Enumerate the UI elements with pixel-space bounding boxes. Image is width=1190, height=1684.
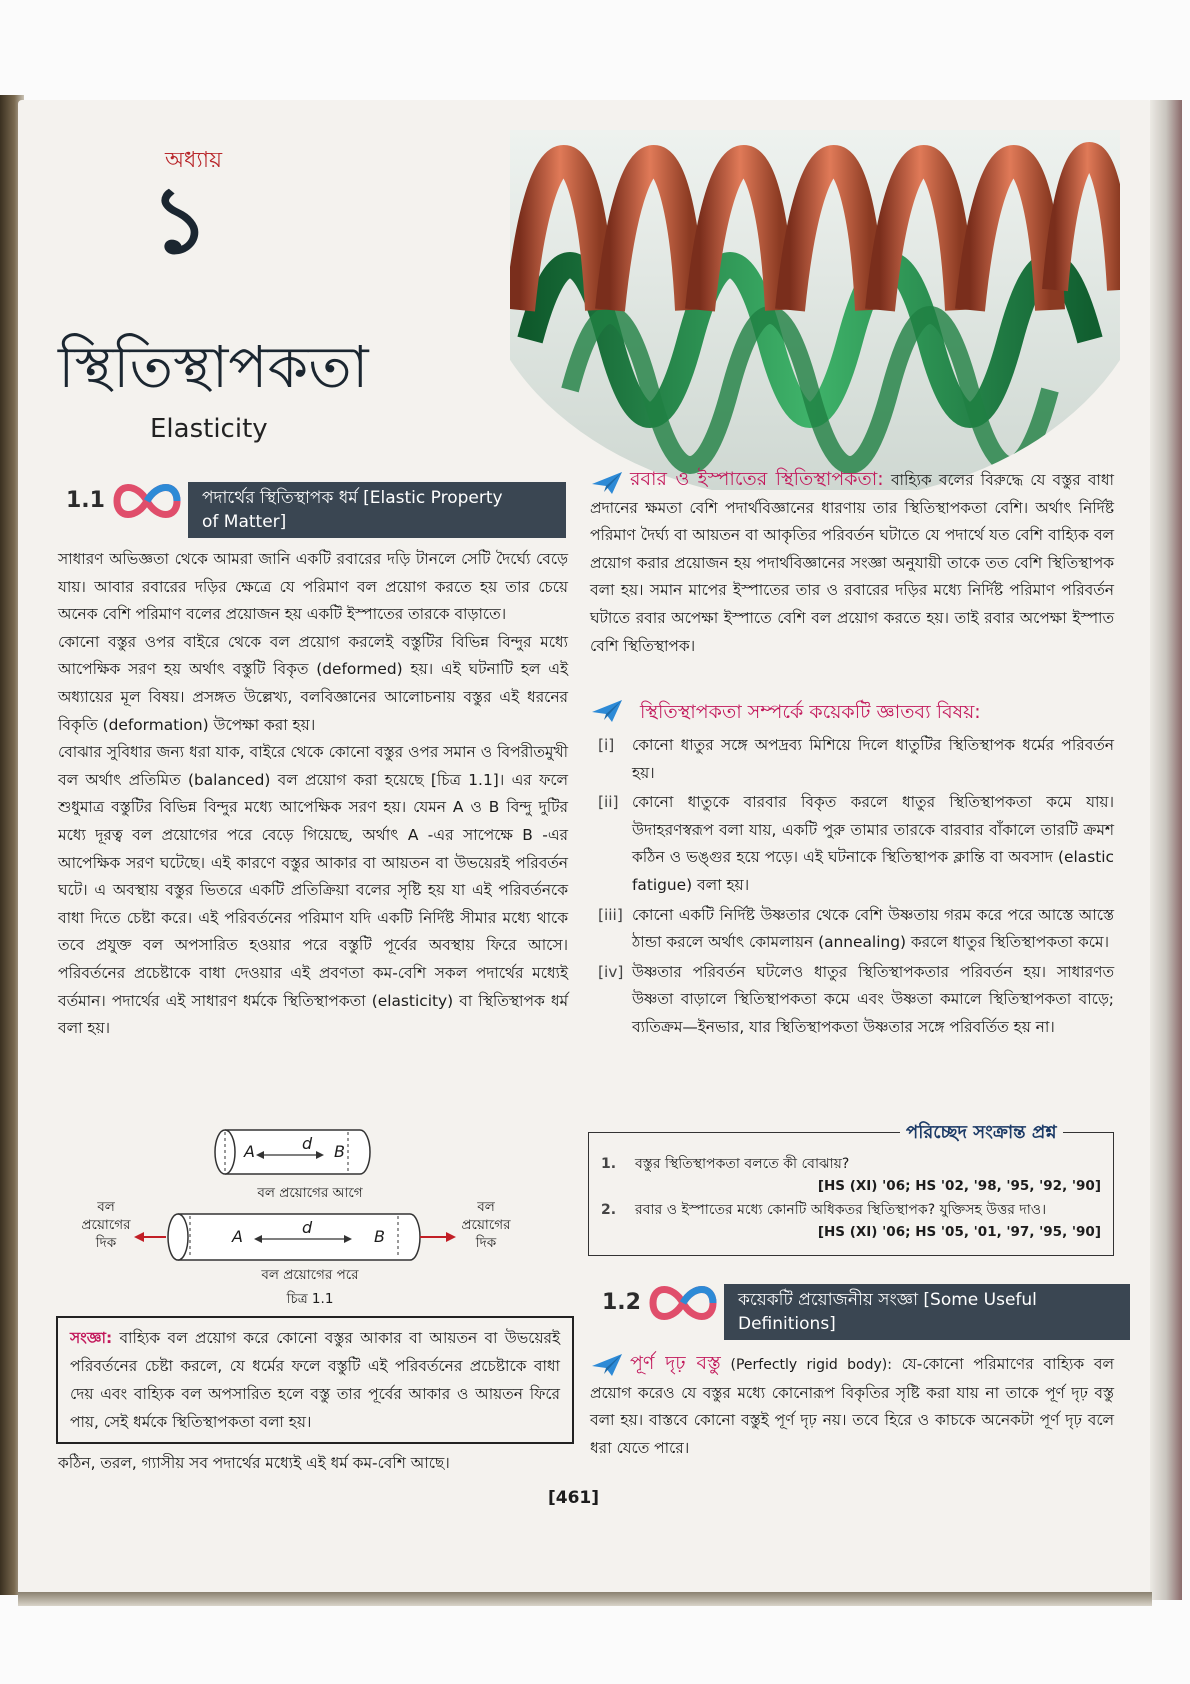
section-1-2-title: কয়েকটি প্রয়োজনীয় সংজ্ঞা [Some Useful [738, 1290, 1037, 1310]
page-bottom-shadow [18, 1592, 1152, 1606]
list-number: [iv] [598, 962, 624, 981]
question-item [601, 1153, 1101, 1197]
point-a-after: A [232, 1227, 243, 1246]
list-number: [ii] [598, 793, 619, 812]
rigid-body-block [590, 1350, 1114, 1462]
distance-label-before: d [302, 1134, 313, 1153]
questions-box [588, 1132, 1114, 1256]
section-1-1-number: 1.1 [66, 488, 105, 513]
list-text: কোনো ধাতুকে বারবার বিকৃত করলে ধাতুর স্থিতিস্থাপকতা কমে যায়। উদাহরণস্বরূপ বলা যায়, একটি পুরু তামার তারকে বারবার বাঁকালে তারটি ক্রমশ কঠিন ও ভঙ্গুর হয়ে পড়ে। এই ঘটনাকে স্থিতিস্থাপক ক্লান্তি বা অবসাদ (elastic fatigue) বলা হয়। [632, 793, 1114, 894]
rubber-steel-block [590, 466, 1114, 660]
definition-text: বাহ্যিক বল প্রয়োগ করে কোনো বস্তুর আকার বা আয়তন বা উভয়েরই পরিবর্তনের চেষ্টা করলে, যে ধর্মের ফলে বস্তুটি এই পরিবর্তনের প্রচেষ্টাকে বাধা দেয় এবং বাহ্যিক বল অপসারিত হলে বস্তু তার পূর্বের আকার ও আয়তন ফিরে পায়, সেই ধর্মকে স্থিতিস্থাপকতা বলা হয়। [70, 1329, 560, 1431]
section-1-2-title-cont: Definitions] [738, 1314, 836, 1334]
force-label: দিক [475, 1235, 497, 1251]
questions-heading: পরিচ্ছেদ সংক্রান্ত প্রশ্ন [900, 1118, 1063, 1149]
point-a-before: A [244, 1142, 255, 1161]
force-label: বল [477, 1199, 495, 1215]
definition-box [56, 1316, 574, 1444]
page-number: [461] [548, 1488, 600, 1508]
list-item [598, 902, 1114, 957]
force-label: প্রয়োগের [81, 1217, 131, 1233]
rubber-steel-heading: রবার ও ইস্পাতের স্থিতিস্থাপকতা: [630, 468, 884, 490]
question-item [601, 1199, 1101, 1243]
point-b-before: B [334, 1142, 345, 1161]
force-label: প্রয়োগের [461, 1217, 511, 1233]
section-1-2-number: 1.2 [602, 1290, 641, 1315]
rigid-body-heading: পূর্ণ দৃঢ় বস্তু [630, 1352, 721, 1374]
paragraph: বোঝার সুবিধার জন্য ধরা যাক, বাইরে থেকে কোনো বস্তুর ওপর সমান ও বিপরীতমুখী বল অর্থাৎ প্রতিমিত (balanced) বল প্রয়োগ করা হয়েছে [চিত্র 1.1]। এর ফলে শুধুমাত্র বস্তুটির বিভিন্ন বিন্দুর মধ্যে আপেক্ষিক সরণ হয়। যেমন A ও B বিন্দু দুটির মধ্যে দূরত্ব বল প্রয়োগের পরে বেড়ে গিয়েছে, অর্থাৎ A -এর সাপেক্ষে B -এর আপেক্ষিক সরণ ঘটেছে। এই কারণে বস্তুর আকার বা আয়তন বা উভয়েরই পরিবর্তন ঘটে। এ অবস্থায় বস্তুর ভিতরে একটি প্রতিক্রিয়া বলের সৃষ্টি হয় যা এই পরিবর্তনকে বাধা দিতে চেষ্টা করে। এই পরিবর্তনের পরিমাণ যদি একটি নির্দিষ্ট সীমার মধ্যে থাকে তবে প্রযুক্ত বল অপসারিত হওয়ার পরে বস্তুটি পূর্বের অবস্থায় ফিরে আসে। পরিবর্তনের প্রচেষ্টাকে বাধা দেওয়ার এই প্রবণতা কম-বেশি সকল পদার্থের মধ্যেই বর্তমান। পদার্থের এই সাধারণ ধর্মকে স্থিতিস্থাপকতা (elasticity) বা স্থিতিস্থাপক ধর্ম বলা হয়। [58, 743, 568, 1038]
definition-label: সংজ্ঞা: [70, 1329, 113, 1347]
infinity-icon [112, 478, 182, 524]
rigid-body-text: যে-কোনো পরিমাণের বাহ্যিক বল প্রয়োগ করেও যে বস্তুর মধ্যে কোনোরূপ বিকৃতির সৃষ্টি করা যায় না তাকে পূর্ণ দৃঢ় বস্তু বলা হয়। বাস্তবে কোনো বস্তুই পূর্ণ দৃঢ় নয়। তবে হিরে ও কাচকে অনেকটা পূর্ণ দৃঢ় বলে ধরা যেতে পারে। [590, 1355, 1114, 1457]
caption-after: বল প্রয়োগের পরে [261, 1267, 359, 1283]
rigid-body-heading-en: (Perfectly rigid body): [730, 1357, 892, 1373]
definition-note: কঠিন, তরল, গ্যাসীয় সব পদার্থের মধ্যেই এই ধর্ম কম-বেশি আছে। [58, 1454, 450, 1472]
chapter-number: ১ [150, 167, 210, 274]
section-1-2-banner [724, 1284, 1130, 1340]
section-1-1-body [58, 546, 568, 1043]
infinity-icon [648, 1280, 718, 1326]
force-label: বল [97, 1199, 115, 1215]
rubber-steel-text: বাহ্যিক বলের বিরুদ্ধে যে বস্তুর বাধা প্রদানের ক্ষমতা বেশি পদার্থবিজ্ঞানের ধারণায় তার স্থিতিস্থাপকতা বেশি। অর্থাৎ নির্দিষ্ট পরিমাণ দৈর্ঘ্য বা আয়তন বা আকৃতির পরিবর্তন ঘটাতে যে পদার্থে যত বেশি বাহ্যিক বল প্রয়োগ করার প্রয়োজন হয় পদার্থবিজ্ঞানের সংজ্ঞা অনুযায়ী তাকে তত বেশি স্থিতিস্থাপক বলা হয়। সমান মাপের ইস্পাতের তার ও রবারের দড়ির মধ্যে নির্দিষ্ট পরিমাণ পরিবর্তন ঘটাতে রবার অপেক্ষা ইস্পাতে বেশি বল প্রয়োগ করতে হয়। তাই রবার অপেক্ষা ইস্পাত বেশি স্থিতিস্থাপক। [590, 471, 1114, 655]
question-text: বস্তুর স্থিতিস্থাপকতা বলতে কী বোঝায়? [635, 1156, 850, 1172]
list-item [598, 959, 1114, 1042]
paragraph: কোনো বস্তুর ওপর বাইরে থেকে বল প্রয়োগ করলেই বস্তুটির বিভিন্ন বিন্দুর মধ্যে আপেক্ষিক সরণ হয় অর্থাৎ বস্তুটি বিকৃত (deformed) হয়। এই ঘটনাটি হল এই অধ্যায়ের মূল বিষয়। প্রসঙ্গত উল্লেখ্য, বলবিজ্ঞানের আলোচনায় বস্তুর এই ধরনের বিকৃতি (deformation) উপেক্ষা করা হয়। [58, 632, 568, 734]
force-direction-left [66, 1198, 146, 1252]
section-1-1-banner [188, 482, 566, 538]
list-text: কোনো ধাতুর সঙ্গে অপদ্রব্য মিশিয়ে দিলে ধাতুটির স্থিতিস্থাপক ধর্মের পরিবর্তন হয়। [632, 736, 1114, 782]
page-edge [1150, 100, 1182, 1600]
force-direction-right [446, 1198, 526, 1252]
list-text: কোনো একটি নির্দিষ্ট উষ্ণতার থেকে বেশি উষ্ণতায় গরম করে পরে আস্তে আস্তে ঠান্ডা করলে অর্থাৎ কোমলায়ন (annealing) করলে ধাতুর স্থিতিস্থাপকতা কমে। [632, 905, 1114, 952]
figure-caption: চিত্র 1.1 [286, 1291, 334, 1307]
point-b-after: B [374, 1227, 385, 1246]
section-1-1-title: পদার্থের স্থিতিস্থাপক ধর্ম [Elastic Property [202, 488, 503, 508]
question-text: রবার ও ইস্পাতের মধ্যে কোনটি অধিকতর স্থিতিস্থাপক? যুক্তিসহ উত্তর দাও। [635, 1202, 1047, 1218]
list-text: উষ্ণতার পরিবর্তন ঘটলেও ধাতুর স্থিতিস্থাপকতার পরিবর্তন হয়। সাধারণত উষ্ণতা বাড়ালে স্থিতিস্থাপকতা কমে এবং উষ্ণতা কমালে স্থিতিস্থাপকতা বাড়ে; ব্যতিক্রম—ইনভার, যার স্থিতিস্থাপকতা উষ্ণতার সঙ্গে পরিবর্তিত হয় না। [632, 962, 1114, 1036]
question-number: 2. [601, 1202, 617, 1218]
list-item [598, 732, 1114, 787]
caption-before: বল প্রয়োগের আগে [257, 1185, 363, 1201]
chapter-title-bengali: স্থিতিস্থাপকতা [58, 333, 369, 401]
list-item [598, 789, 1114, 899]
facts-heading: স্থিতিস্থাপকতা সম্পর্কে কয়েকটি জ্ঞাতব্য বিষয়: [640, 701, 981, 723]
list-number: [iii] [598, 905, 623, 924]
facts-list [598, 732, 1114, 1044]
chapter-title-english: Elasticity [150, 414, 268, 444]
paragraph: সাধারণ অভিজ্ঞতা থেকে আমরা জানি একটি রবারের দড়ি টানলে সেটি দৈর্ঘ্যে বেড়ে যায়। আবার রবারের দড়ির ক্ষেত্রে যে পরিমাণ বল প্রয়োগ করতে হয় তার চেয়ে অনেক বেশি পরিমাণ বলের প্রয়োজন হয় একটি ইস্পাতের তারকে বাড়াতে। [58, 550, 568, 624]
list-number: [i] [598, 736, 615, 754]
force-label: দিক [95, 1235, 117, 1251]
question-reference: [HS (XI) '06; HS '05, '01, '97, '95, '90] [817, 1224, 1101, 1240]
springs-illustration [510, 130, 1120, 490]
paper-plane-icon [590, 698, 624, 724]
section-1-1-title-cont: of Matter] [202, 512, 287, 532]
question-number: 1. [601, 1156, 617, 1172]
distance-label-after: d [302, 1218, 313, 1237]
question-reference: [HS (XI) '06; HS '02, '98, '95, '92, '90] [817, 1178, 1101, 1194]
chapter-label: অধ্যায় [165, 148, 223, 173]
rod-before [215, 1130, 370, 1174]
